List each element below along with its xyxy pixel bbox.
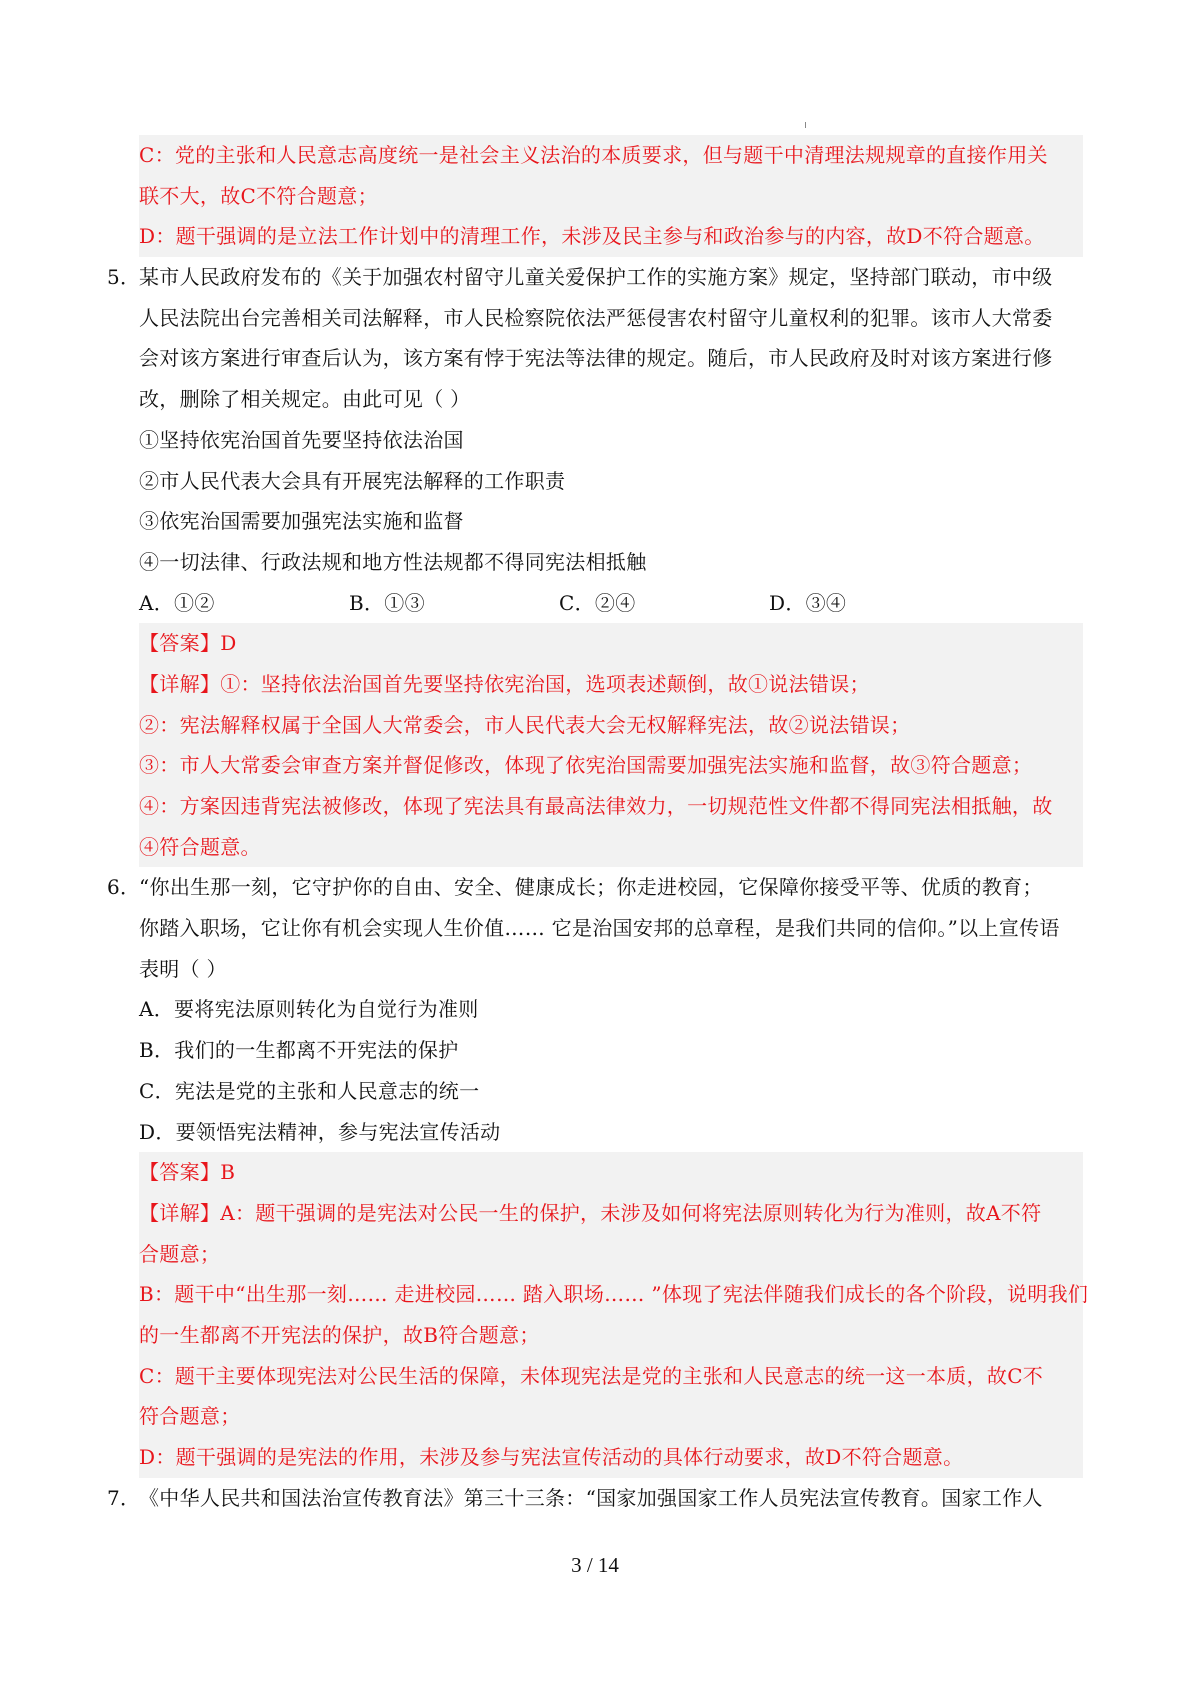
scan-mark — [805, 122, 806, 128]
page-content — [107, 135, 1089, 1518]
explanation-line: ③：市人大常委会审查方案并督促修改，体现了依宪治国需要加强宪法实施和监督，故③符合题意； — [139, 753, 1033, 778]
question-7 — [107, 1478, 1083, 1519]
option-c: C．②④ — [559, 590, 636, 615]
explanation-line: 的一生都离不开宪法的保护，故B符合题意； — [139, 1322, 540, 1347]
option-b: B．我们的一生都离不开宪法的保护 — [139, 1038, 459, 1063]
answer-label: 【答案】 — [139, 631, 221, 656]
question-5 — [107, 257, 1083, 867]
question-number: 5． — [107, 265, 141, 290]
answer-box — [139, 623, 1083, 867]
explanation-line: A：题干强调的是宪法对公民一生的保护，未涉及如何将宪法原则转化为行为准则，故A不符 — [220, 1200, 1042, 1225]
question-number: 7． — [107, 1485, 141, 1510]
answer-value: D — [220, 631, 237, 656]
question-6 — [107, 867, 1089, 1477]
option-d: D．要领悟宪法精神，参与宪法宣传活动 — [139, 1119, 501, 1144]
option-c: C．宪法是党的主张和人民意志的统一 — [139, 1078, 480, 1103]
question-stem-line: 改，删除了相关规定。由此可见（ ） — [139, 387, 471, 412]
explanation-line: 合题意； — [139, 1241, 221, 1266]
question-stem-line: “你出生那一刻，它守护你的自由、安全、健康成长；你走进校园，它保障你接受平等、优质的教育； — [139, 875, 1043, 900]
question-stem-line: 《中华人民共和国法治宣传教育法》第三十三条：“国家加强国家工作人员宪法宣传教育。国家工作人 — [139, 1485, 1043, 1510]
question-stem-line: 会对该方案进行审查后认为，该方案有悖于宪法等法律的规定。随后，市人民政府及时对该方案进行修 — [139, 346, 1053, 371]
statement-4: ④一切法律、行政法规和地方性法规都不得同宪法相抵触 — [139, 549, 647, 574]
explanation-line: ④：方案因违背宪法被修改，体现了宪法具有最高法律效力，一切规范性文件都不得同宪法相抵触，故 — [139, 794, 1053, 818]
prev-explanation-box — [139, 135, 1083, 257]
statement-2: ②市人民代表大会具有开展宪法解释的工作职责 — [139, 468, 566, 493]
question-stem-line: 人民法院出台完善相关司法解释，市人民检察院依法严惩侵害农村留守儿童权利的犯罪。该市人大常委 — [139, 305, 1053, 330]
answer-label: 【答案】 — [139, 1160, 221, 1185]
explanation-line: B：题干中“出生那一刻…… 走进校园…… 踏入职场…… ”体现了宪法伴随我们成长的各个阶段，说明我们 — [139, 1282, 1089, 1307]
question-number: 6． — [107, 875, 141, 900]
explanation-line: 符合题意； — [139, 1404, 241, 1429]
answer-box — [139, 1152, 1089, 1478]
statement-1: ①坚持依宪治国首先要坚持依法治国 — [139, 427, 464, 452]
explanation-line: C：党的主张和人民意志高度统一是社会主义法治的本质要求，但与题干中清理法规规章的直接作用关 — [139, 143, 1048, 167]
detail-label: 【详解】 — [139, 1200, 221, 1225]
explanation-line: 联不大，故C不符合题意； — [139, 183, 378, 208]
explanation-line: ②：宪法解释权属于全国人大常委会，市人民代表大会无权解释宪法，故②说法错误； — [139, 712, 911, 737]
detail-label: 【详解】 — [139, 671, 221, 696]
explanation-line: D：题干强调的是宪法的作用，未涉及参与宪法宣传活动的具体行动要求，故D不符合题意。 — [139, 1445, 964, 1469]
option-d: D．③④ — [769, 590, 847, 615]
page-number: 3 / 14 — [571, 1553, 619, 1577]
question-stem-line: 某市人民政府发布的《关于加强农村留守儿童关爱保护工作的实施方案》规定，坚持部门联动，市中级 — [139, 265, 1053, 290]
explanation-line: ①：坚持依法治国首先要坚持依宪治国，选项表述颠倒，故①说法错误； — [220, 671, 870, 696]
explanation-line: ④符合题意。 — [139, 834, 261, 859]
question-stem-line: 你踏入职场，它让你有机会实现人生价值…… 它是治国安邦的总章程，是我们共同的信仰。”以上宣传语 — [139, 916, 1060, 941]
answer-value: B — [220, 1160, 236, 1185]
option-a: A．要将宪法原则转化为自觉行为准则 — [139, 997, 479, 1022]
option-a: A．①② — [139, 590, 215, 615]
question-stem-line: 表明（ ） — [139, 956, 227, 981]
statement-3: ③依宪治国需要加强宪法实施和监督 — [139, 509, 464, 534]
explanation-line: D：题干强调的是立法工作计划中的清理工作，未涉及民主参与和政治参与的内容，故D不符合题意。 — [139, 224, 1045, 249]
option-b: B．①③ — [349, 590, 425, 615]
options-row — [107, 583, 1083, 624]
explanation-line: C：题干主要体现宪法对公民生活的保障，未体现宪法是党的主张和人民意志的统一这一本质，故C不 — [139, 1363, 1044, 1388]
